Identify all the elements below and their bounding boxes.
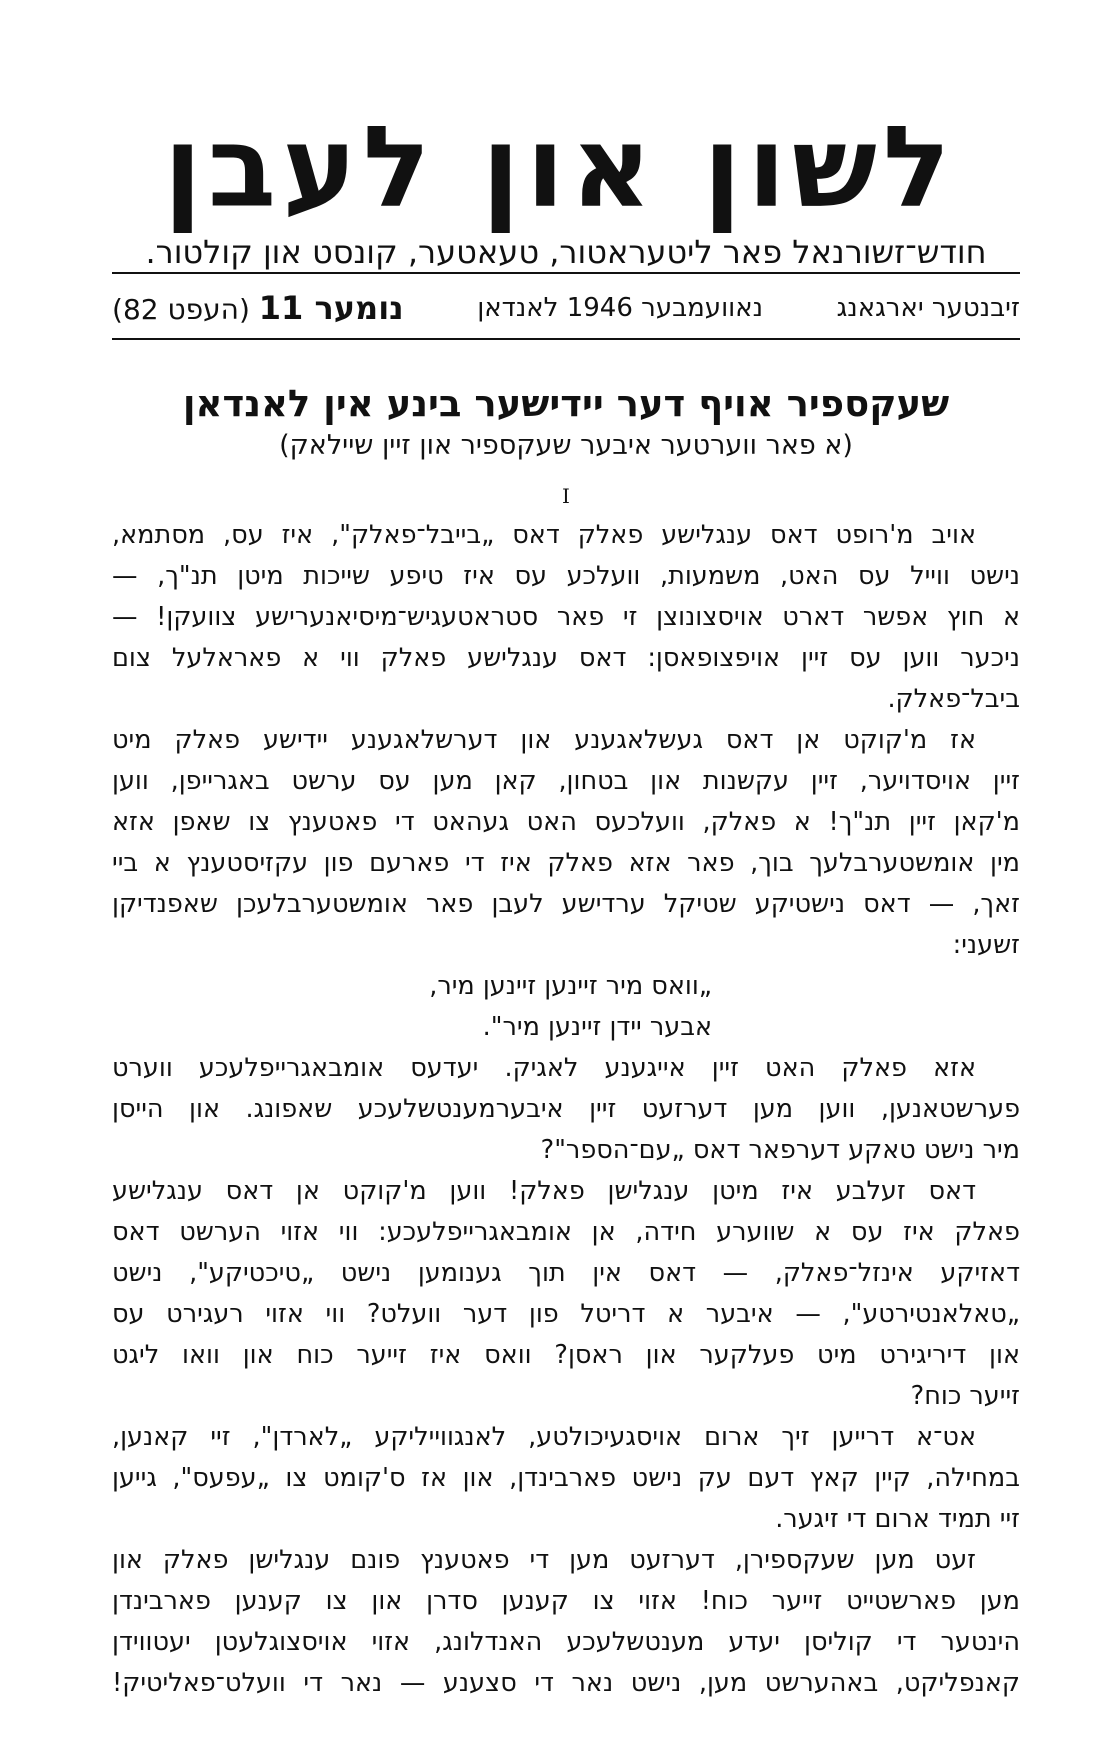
body-line: א חוץ אפשר דארט אויסצונוצן זי פאר סטראטעגיש־מיסיאנערישע צוועקן! — — [112, 602, 1020, 632]
body-line: מען פארשטייט זייער כוח! אזוי צו קענען סדרן און צו קענען פארבינדן — [112, 1586, 1020, 1616]
article-title: שעקספיר אויף דער יידישער בינע אין לאנדאן — [182, 382, 950, 425]
body-line: זייער כוח? — [910, 1381, 1020, 1411]
body-line: פערשטאנען, ווען מען דערזעט זיין איבערמענטשלעכע שאפונג. און הייסן — [112, 1094, 1020, 1124]
body-line: מיר נישט טאקע דערפאר דאס „עם־הספר"? — [540, 1135, 1020, 1165]
body-line: מין אומשטערבלעך בוך, פאר אזא פאלק איז די פארעם פון עקזיסטענץ א ביי — [112, 848, 1020, 878]
body-line: דאזיקע אינזל־פאלק, — דאס אין תוך גענומען נישט „טיכטיקע", נישט — [112, 1258, 1020, 1288]
body-line: און דיריגירט מיט פעלקער און ראסן? וואס איז זייער כוח און וואו ליגט — [112, 1340, 1020, 1370]
issue-number-group — [112, 289, 404, 327]
issue-number: נומער 11 — [258, 289, 404, 327]
section-number: I — [562, 484, 570, 508]
body-line: הינטער די קוליסן יעדע מענטשלעכע האנדלונג, אזוי אויסצוגלעטן יעטווידן — [112, 1627, 1020, 1657]
verse-line: אבער יידן זיינען מיר". — [482, 1012, 712, 1042]
body-line: ביבל־פאלק. — [887, 684, 1020, 714]
body-line: זשעני: — [952, 930, 1020, 960]
top-divider — [112, 272, 1020, 274]
issue-count: (העפט 82) — [112, 293, 250, 326]
masthead-title: לשון און לעבן — [163, 103, 957, 233]
masthead-subtitle: חודש־זשורנאל פאר ליטעראטור, טעאטער, קונסט און קולטור. — [145, 233, 987, 271]
body-line: זיי תמיד ארום די זיגער. — [775, 1504, 1020, 1534]
body-line: אזא פאלק האט זיין אייגענע לאגיק. יעדעס אומבאגרייפלעכע ווערט — [112, 1053, 976, 1083]
article-body — [112, 515, 1020, 1704]
body-line: פאלק איז עס א שווערע חידה, אן אומבאגרייפלעכע: ווי אזוי הערשט דאס — [112, 1217, 1020, 1247]
body-line: אז מ'קוקט אן דאס געשלאגענע און דערשלאגענע יידישע פאלק מיט — [112, 725, 976, 755]
body-line: מ'קאן זיין תנ"ך! א פאלק, וועלכעס האט געהאט די פאטענץ צו שאפן אזא — [112, 807, 1020, 837]
body-line: זיין אויסדויער, זיין עקשנות און בטחון, קאן מען עס ערשט באגרייפן, ווען — [112, 766, 1020, 796]
body-line: נישט ווייל עס האט, משמעות, וועלכע עס איז טיפע שייכות מיטן תנ"ך, — — [112, 561, 1020, 591]
body-line: במחילה, קיין קאץ דעם עק נישט פארבינדן, און אז ס'קומט צו „עפעס", גייען — [112, 1463, 1020, 1493]
body-line: קאנפליקט, באהערשט מען, נישט נאר די סצענע — נאר די וועלט־פאליטיק! — [112, 1668, 1020, 1698]
verse-line: „וואס מיר זיינען זיינען מיר, — [429, 971, 712, 1001]
volume-label: זיבנטער יארגאנג — [836, 293, 1020, 323]
body-line: זאך, — דאס נישטיקע שטיקל ערדישע לעבן פאר אומשטערבלעכן שאפנדיקן — [112, 889, 1020, 919]
issue-bar — [112, 284, 1020, 332]
body-line: אט־א דרייען זיך ארום אויסגעיכולטע, לאנגווייליקע „לארדן", זיי קאנען, — [112, 1422, 976, 1452]
issue-date: נאוועמבער 1946 לאנדאן — [477, 293, 764, 323]
body-line: „טאלאנטירטע", — איבער א דריטל פון דער וועלט? ווי אזוי רעגירט עס — [112, 1299, 1020, 1329]
article-subtitle: (א פאר ווערטער איבער שעקספיר און זיין שיילאק) — [279, 430, 853, 461]
body-line: ניכער ווען עס זיין אויפצופאסן: דאס ענגלישע פאלק ווי א פאראלעל צום — [112, 643, 1020, 673]
body-line: זעט מען שעקספירן, דערזעט מען די פאטענץ פונם ענגלישן פאלק און — [112, 1545, 976, 1575]
bottom-divider — [112, 338, 1020, 340]
body-line: דאס זעלבע איז מיטן ענגלישן פאלק! ווען מ'קוקט אן דאס ענגלישע — [112, 1176, 976, 1206]
body-line: אויב מ'רופט דאס ענגלישע פאלק דאס „בייבל־פאלק", איז עס, מסתמא, — [112, 520, 976, 550]
